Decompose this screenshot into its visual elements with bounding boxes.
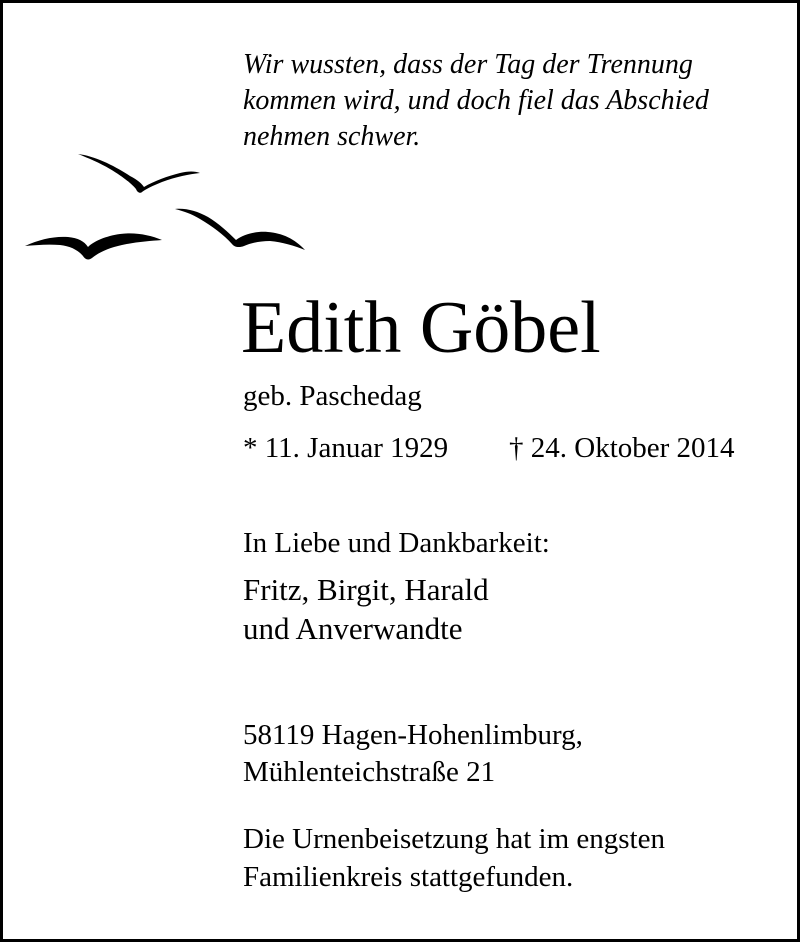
burial-note-line: Familienkreis stattgefunden. bbox=[243, 861, 574, 893]
flying-birds-icon bbox=[20, 140, 320, 270]
mourners-line: Fritz, Birgit, Harald bbox=[243, 572, 489, 607]
burial-note-line: Die Urnenbeisetzung hat im engsten bbox=[243, 823, 665, 855]
burial-note bbox=[243, 820, 783, 896]
memorial-quote bbox=[243, 47, 783, 155]
maiden-name: geb. Paschedag bbox=[243, 380, 422, 412]
quote-line: nehmen schwer. bbox=[243, 121, 421, 152]
address-line: 58119 Hagen-Hohenlimburg, bbox=[243, 719, 583, 751]
death-date: † 24. Oktober 2014 bbox=[509, 432, 735, 464]
bird-icon bbox=[175, 209, 305, 250]
family-address bbox=[243, 717, 783, 791]
mourners-line: und Anverwandte bbox=[243, 611, 463, 646]
mourners bbox=[243, 570, 783, 648]
quote-line: Wir wussten, dass der Tag der Trennung bbox=[243, 49, 693, 80]
birth-date: * 11. Januar 1929 bbox=[243, 432, 449, 464]
thanks-heading: In Liebe und Dankbarkeit: bbox=[243, 527, 550, 559]
bird-icon bbox=[25, 233, 162, 259]
bird-icon bbox=[78, 154, 200, 193]
address-line: Mühlenteichstraße 21 bbox=[243, 756, 496, 788]
deceased-name: Edith Göbel bbox=[241, 287, 601, 369]
life-dates bbox=[243, 430, 783, 466]
quote-line: kommen wird, und doch fiel das Abschied bbox=[243, 85, 709, 116]
